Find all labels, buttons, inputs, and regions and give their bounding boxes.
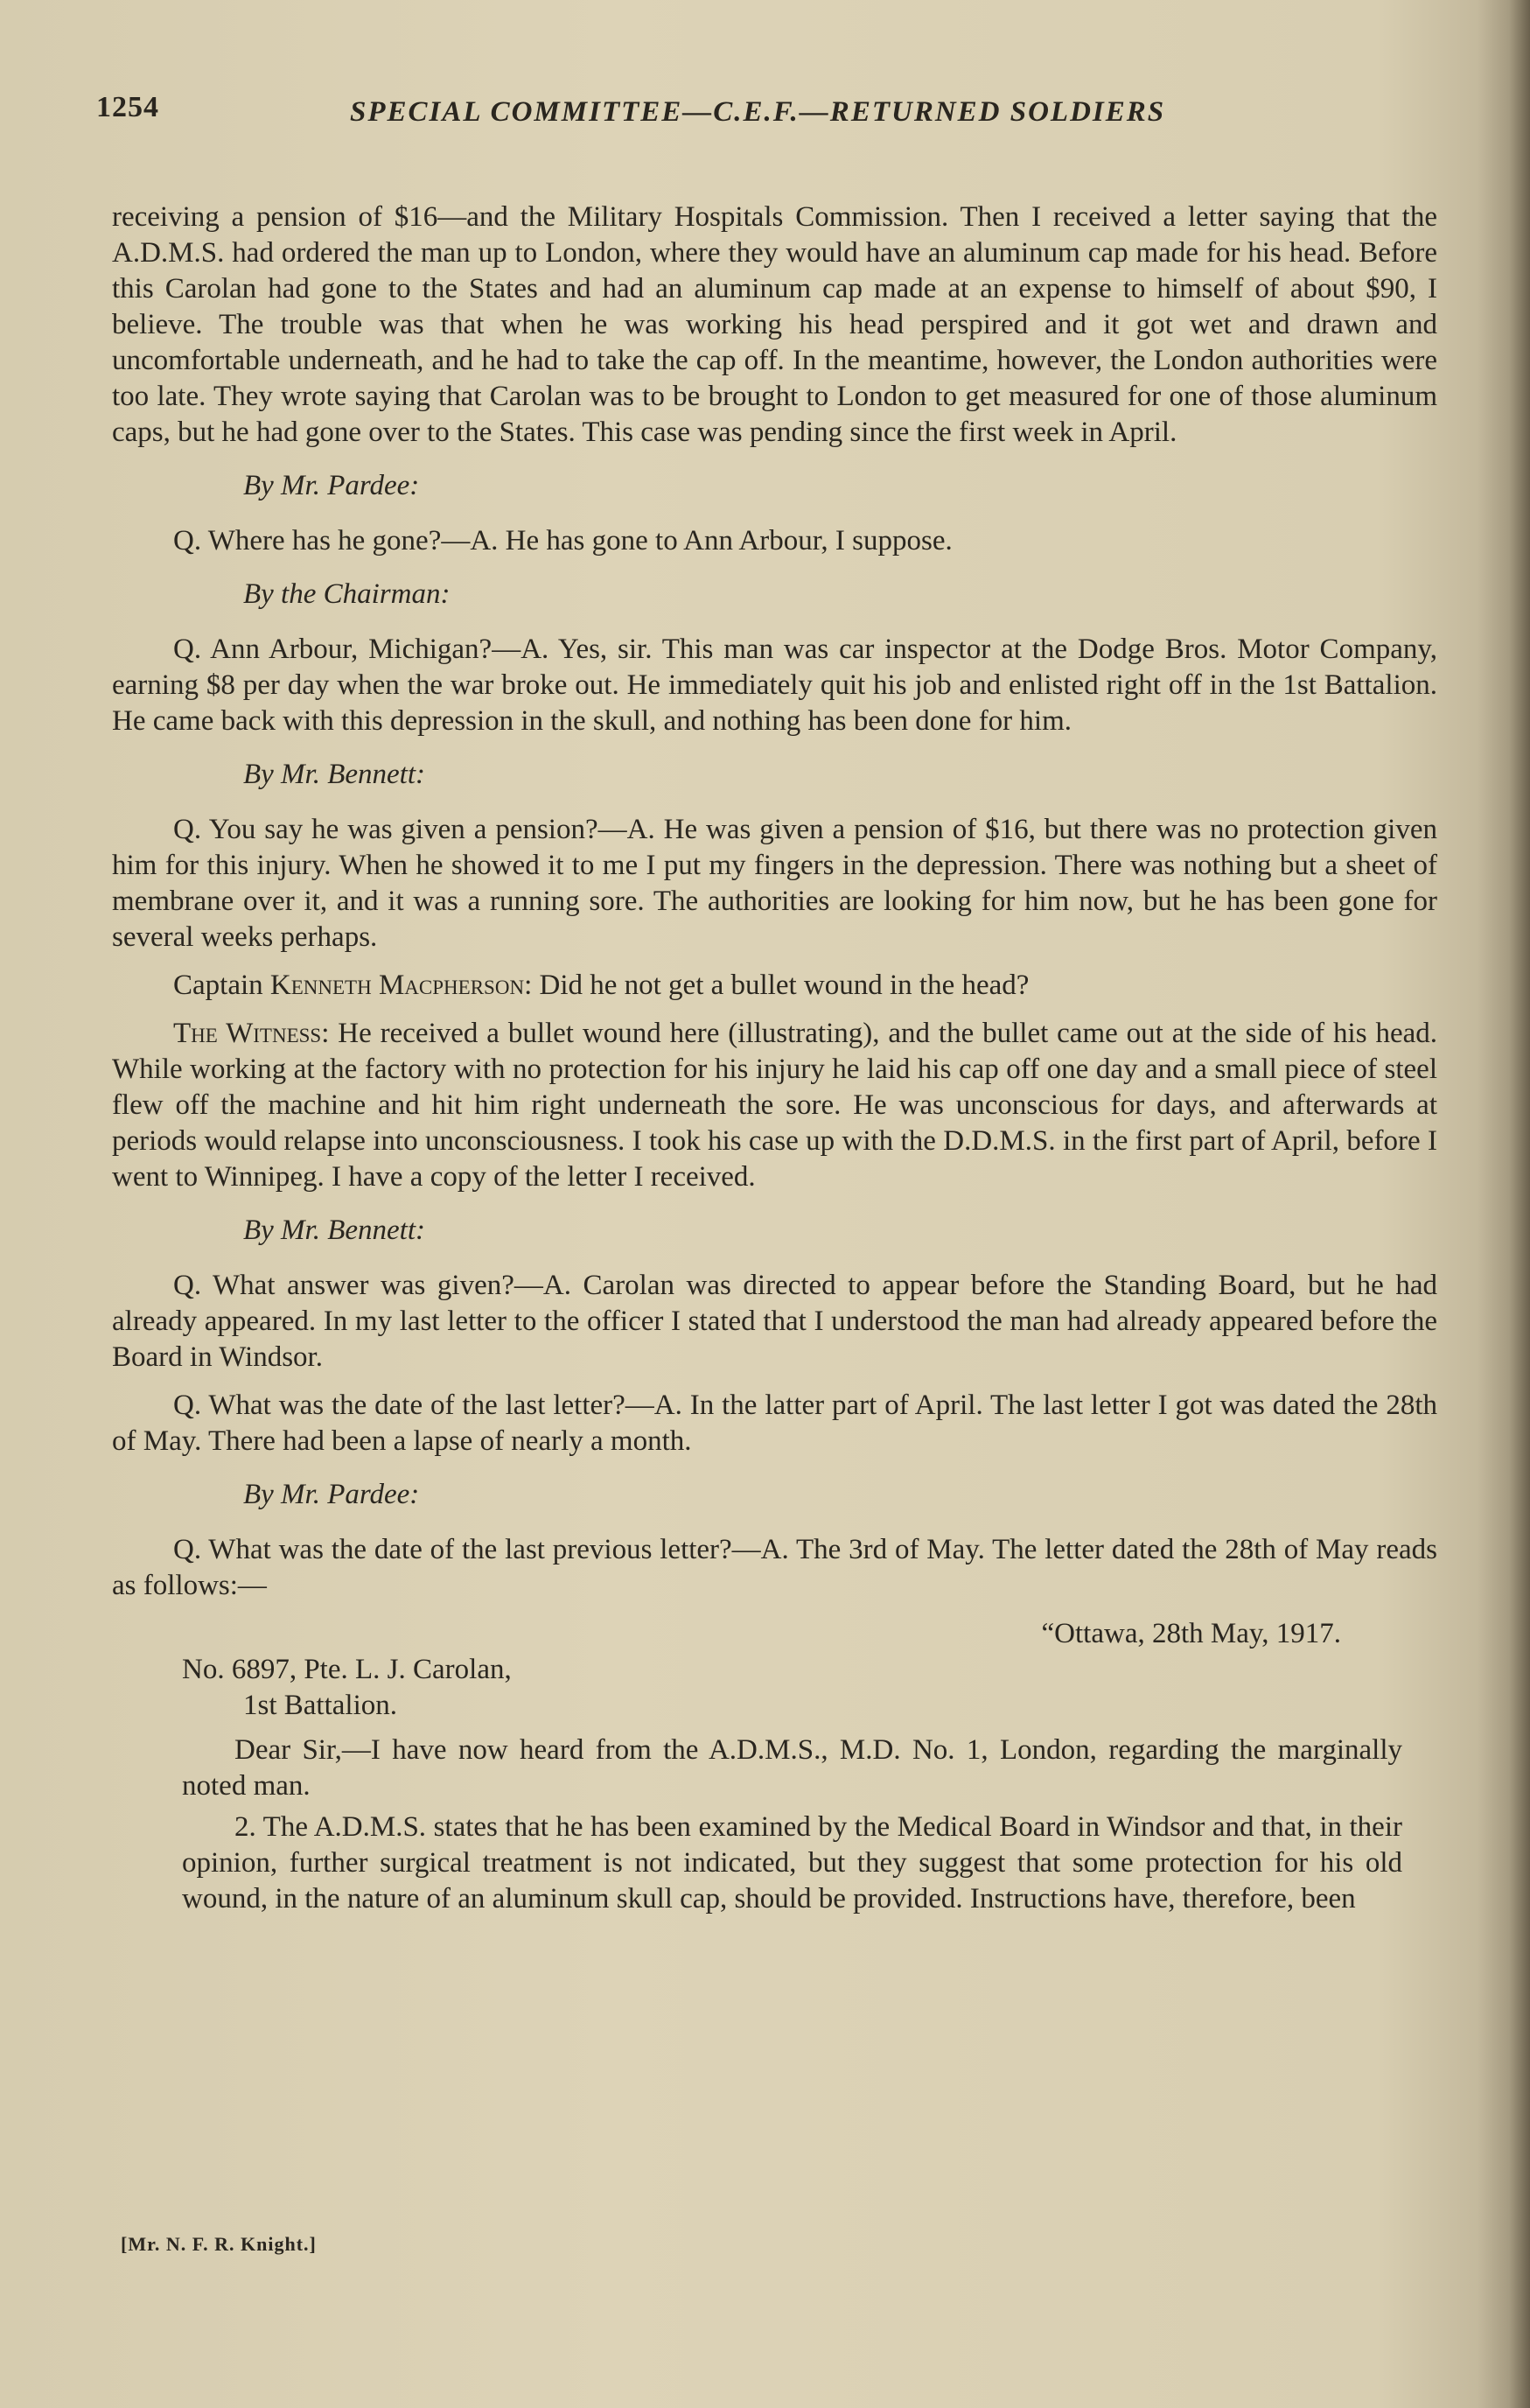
speaker-text: : Did he not get a bullet wound in the head? [524,970,1030,1001]
page-edge-shadow [1478,0,1530,2408]
byline-chairman: By the Chairman: [243,578,451,610]
question-paragraph: Q. Where has he gone?—A. He has gone to Ann Arbour, I suppose. [173,525,953,556]
witness-paragraph [112,1016,1437,1195]
speaker-paragraph [112,968,1437,1004]
question-paragraph: Q. Ann Arbour, Michigan?—A. Yes, sir. This man was car inspector at the Dodge Bros. Motor Company, earning $8 per day when the war broke out. He immediately quit his job and enlisted right off in the 1st Battalion. He came back with this depression in the skull, and nothing has been done for him. [112,634,1437,737]
question-paragraph: Q. You say he was given a pension?—A. He was given a pension of $16, but there was no protection given him for this injury. When he showed it to me I put my fingers in the depression. There was nothing but a sheet of membrane over it, and it was a running sore. The authorities are looking for him now, but he has been gone for several weeks perhaps. [112,814,1437,953]
byline-bennett: By Mr. Bennett: [243,1214,426,1246]
question-paragraph: Q. What was the date of the last letter?—A. In the latter part of April. The last letter I got was dated the 28th of May. There had been a lapse of nearly a month. [112,1390,1437,1457]
letter-unit: 1st Battalion. [243,1690,397,1721]
page-header [96,91,1408,144]
reporter-footnote: [Mr. N. F. R. Knight.] [121,2233,317,2255]
letter-reference: No. 6897, Pte. L. J. Carolan, [182,1654,512,1685]
letter-paragraph: 2. The A.D.M.S. states that he has been examined by the Medical Board in Windsor and that, in their opinion, further surgical treatment is not indicated, but they suggest that some protection for his old wound, in the nature of an aluminum skull cap, should be provided. Instructions have, therefore, been [182,1811,1402,1914]
speaker-name: Kenneth Macpherson [269,970,525,1001]
speaker-title: Captain [173,970,263,1001]
quoted-letter [112,1652,1437,1917]
question-paragraph: Q. What was the date of the last previous letter?—A. The 3rd of May. The letter dated the 28th of May reads as follows:— [112,1534,1437,1601]
byline-bennett: By Mr. Bennett: [243,759,426,790]
witness-text: : He received a bullet wound here (illustrating), and the bullet came out at the side of his head. While working at the factory with no protection for his injury he laid his cap off one day and a small piece of steel flew off the machine and hit him right underneath the sore. He was unconscious for days, and afterwards at periods would relapse into unconsciousness. I took his case up with the D.D.M.S. in the first part of April, before I went to Winnipeg. I have a copy of the letter I received. [112,1018,1437,1193]
letter-paragraph: Dear Sir,—I have now heard from the A.D.M.S., M.D. No. 1, London, regarding the marginally noted man. [182,1734,1402,1802]
letter-dateline: “Ottawa, 28th May, 1917. [1041,1618,1341,1649]
running-head: SPECIAL COMMITTEE—C.E.F.—RETURNED SOLDIERS [350,96,1166,128]
witness-name: The Witness [173,1018,322,1049]
byline-pardee: By Mr. Pardee: [243,1479,420,1510]
continued-paragraph: receiving a pension of $16—and the Military Hospitals Commission. Then I received a letter saying that the A.D.M.S. had ordered the man up to London, where they would have an aluminum cap made for his head. Before this Carolan had gone to the States and had an aluminum cap made at an expense to himself of about $90, I believe. The trouble was that when he was working his head perspired and it got wet and drawn and uncomfortable underneath, and he had to take the cap off. In the meantime, however, the London authorities were too late. They wrote saying that Carolan was to be brought to London to get measured for one of those aluminum caps, but he had gone over to the States. This case was pending since the first week in April. [112,201,1437,448]
page-body [112,200,1437,1922]
page-number: 1254 [96,91,159,123]
question-paragraph: Q. What answer was given?—A. Carolan was directed to appear before the Standing Board, but he had already appeared. In my last letter to the officer I stated that I understood the man had already appeared before the Board in Windsor. [112,1270,1437,1373]
byline-pardee: By Mr. Pardee: [243,470,420,501]
